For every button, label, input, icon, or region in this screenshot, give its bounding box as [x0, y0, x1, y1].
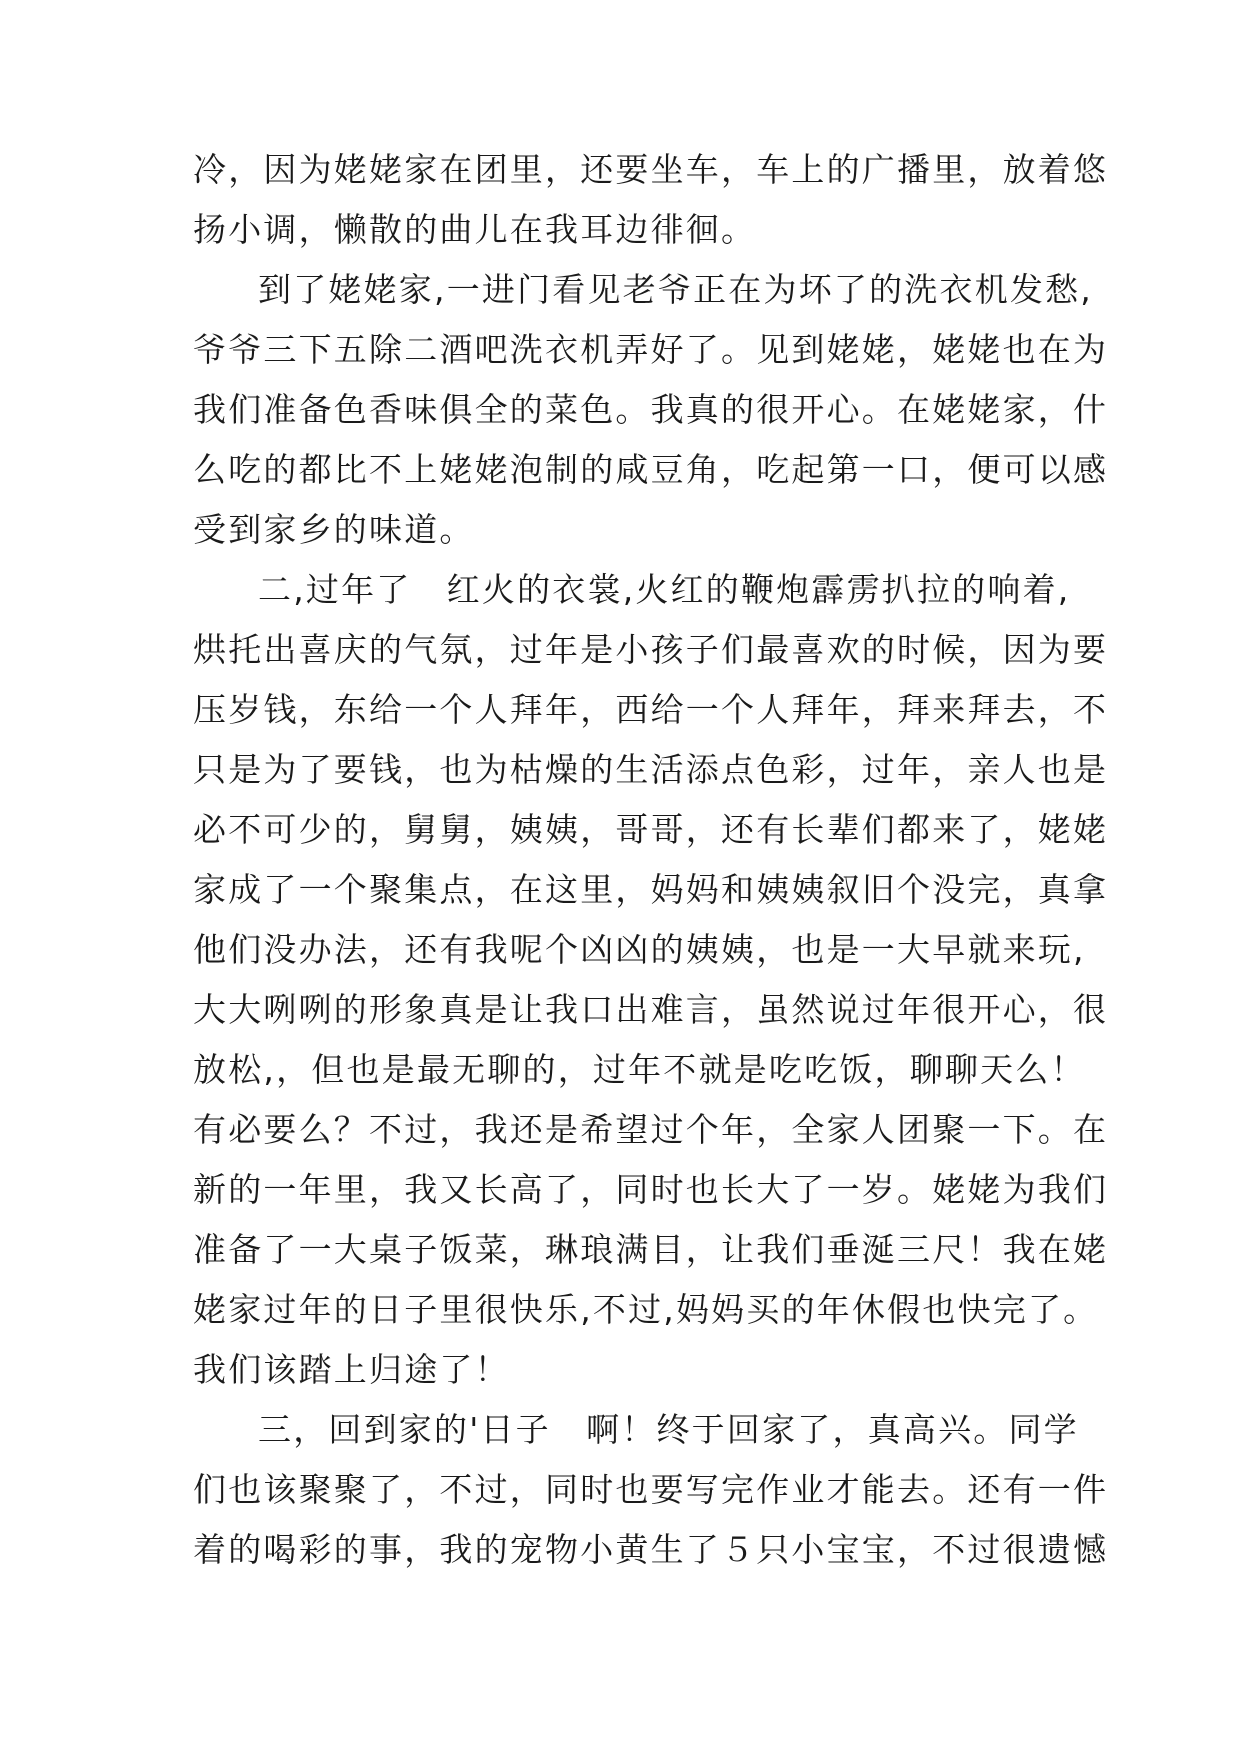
text-line: 着的喝彩的事，我的宠物小黄生了５只小宝宝，不过很遗憾 — [193, 1530, 1109, 1569]
text-line: 扬小调，懒散的曲儿在我耳边徘徊。 — [193, 210, 757, 249]
text-line: 爷爷三下五除二酒吧洗衣机弄好了。见到姥姥，姥姥也在为 — [193, 330, 1109, 369]
text-line: 姥家过年的日子里很快乐,不过,妈妈买的年休假也快完了。 — [193, 1290, 1099, 1329]
paragraph-first-line: 二,过年了 红火的衣裳,火红的鞭炮霹雳扒拉的响着, — [258, 570, 1071, 609]
text-line: 只是为了要钱，也为枯燥的生活添点色彩，过年，亲人也是 — [193, 750, 1109, 789]
text-line: 压岁钱，东给一个人拜年，西给一个人拜年，拜来拜去，不 — [193, 690, 1109, 729]
text-line: 放松,，但也是最无聊的，过年不就是吃吃饭，聊聊天么！ — [193, 1050, 1086, 1089]
text-line: 准备了一大桌子饭菜，琳琅满目，让我们垂涎三尺！我在姥 — [193, 1230, 1109, 1269]
text-line: 我们该踏上归途了！ — [193, 1350, 510, 1389]
text-line: 新的一年里，我又长高了，同时也长大了一岁。姥姥为我们 — [193, 1170, 1109, 1209]
text-line: 他们没办法，还有我呢个凶凶的姨姨，也是一大早就来玩, — [193, 930, 1086, 969]
text-line: 有必要么？不过，我还是希望过个年，全家人团聚一下。在 — [193, 1110, 1109, 1149]
paragraph-first-line: 三，回到家的'日子 啊！终于回家了，真高兴。同学 — [258, 1410, 1079, 1449]
text-line: 么吃的都比不上姥姥泡制的咸豆角，吃起第一口，便可以感 — [193, 450, 1109, 489]
text-line: 烘托出喜庆的气氛，过年是小孩子们最喜欢的时候，因为要 — [193, 630, 1109, 669]
text-line: 受到家乡的味道。 — [193, 510, 475, 549]
paragraph-first-line: 到了姥姥家,一进门看见老爷正在为坏了的洗衣机发愁, — [258, 270, 1093, 309]
text-line: 大大咧咧的形象真是让我口出难言，虽然说过年很开心，很 — [193, 990, 1109, 1029]
text-line: 必不可少的，舅舅，姨姨，哥哥，还有长辈们都来了，姥姥 — [193, 810, 1109, 849]
text-line: 我们准备色香味俱全的菜色。我真的很开心。在姥姥家，什 — [193, 390, 1109, 429]
text-line: 家成了一个聚集点，在这里，妈妈和姨姨叙旧个没完，真拿 — [193, 870, 1109, 909]
text-line: 冷，因为姥姥家在团里，还要坐车，车上的广播里，放着悠 — [193, 150, 1109, 189]
text-line: 们也该聚聚了，不过，同时也要写完作业才能去。还有一件 — [193, 1470, 1109, 1509]
